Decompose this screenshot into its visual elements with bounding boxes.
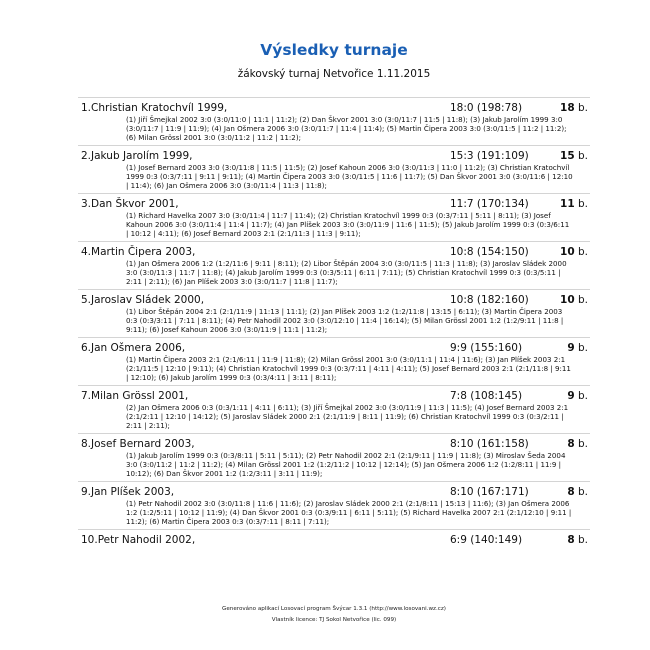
player-points	[567, 486, 588, 498]
match-results: (2) Jan Ošmera 2006 0:3 (0:3/1:11 | 4:11 | 6:11); (3) Jiří Šmejkal 2002 3:0 (3:0/11:9 | 11:3 | 11:5); (4) Josef Bernard 2003 2:1 (2:1/2:11 | 12:10 | 14:12); (5) Jaroslav Sládek 2000 2:1 (2:1/11:9 | 8:11 | 11:9); (6) Christian Kratochvíl 1999 0:3 (0:3/2:11 | 2:11 | 2:11);	[126, 403, 569, 430]
player-name: 8.Josef Bernard 2003,	[81, 438, 195, 450]
player-entry	[78, 193, 590, 241]
player-points	[560, 150, 588, 162]
player-score: 10:8 (154:150)	[450, 246, 529, 258]
player-name: 5.Jaroslav Sládek 2000,	[81, 294, 205, 306]
match-results: (1) Martin Čipera 2003 2:1 (2:1/6:11 | 11:9 | 11:8); (2) Milan Grössl 2001 3:0 (3:0/11:1 | 11:4 | 11:6); (3) Jan Plíšek 2003 2:1 (2:1/11:5 | 12:10 | 9:11); (4) Christian Kratochvíl 1999 0:3 (0:3/7:11 | 4:11 | 4:11); (5) Josef Bernard 2003 2:1 (2:1/11:8 | 9:11 | 12:10); (6) Jakub Jarolím 1999 0:3 (0:3/4:11 | 3:11 | 8:11);	[126, 355, 571, 382]
player-list	[78, 97, 590, 559]
points-value: 8	[567, 438, 575, 450]
player-header-row	[78, 198, 590, 210]
player-name: 2.Jakub Jarolím 1999,	[81, 150, 193, 162]
player-score: 11:7 (170:134)	[450, 198, 529, 210]
player-points	[560, 198, 588, 210]
results-page	[78, 0, 590, 650]
player-name: 6.Jan Ošmera 2006,	[81, 342, 186, 354]
points-value: 8	[567, 486, 575, 498]
match-results: (1) Jiří Šmejkal 2002 3:0 (3:0/11:0 | 11:1 | 11:2); (2) Dan Škvor 2001 3:0 (3:0/11:7 | 11:5 | 11:8); (3) Jakub Jarolím 1999 3:0 (3:0/11:7 | 11:9 | 11:9); (4) Jan Ošmera 2006 3:0 (3:0/11:7 | 11:4 | 11:4); (5) Martin Čipera 2003 3:0 (3:0/11:5 | 11:2 | 11:2); (6) Milan Grössl 2001 3:0 (3:0/11:2 | 11:2 | 11:2);	[126, 115, 567, 142]
points-unit: b.	[577, 342, 588, 354]
points-unit: b.	[577, 198, 588, 210]
points-value: 9	[567, 342, 575, 354]
player-name: 7.Milan Grössl 2001,	[81, 390, 189, 402]
player-entry	[78, 433, 590, 481]
player-score: 15:3 (191:109)	[450, 150, 529, 162]
match-results: (1) Jan Ošmera 2006 1:2 (1:2/11:6 | 9:11 | 8:11); (2) Libor Štěpán 2004 3:0 (3:0/11:5 | 11:3 | 11:8); (3) Jaroslav Sládek 2000 3:0 (3:0/11:3 | 11:7 | 11:8); (4) Jakub Jarolím 1999 0:3 (0:3/5:11 | 6:11 | 7:11); (5) Christian Kratochvíl 1999 0:3 (0:3/5:11 | 2:11 | 2:11); (6) Jan Plíšek 2003 3:0 (3:0/11:7 | 11:8 | 11:7);	[126, 259, 567, 286]
player-score: 10:8 (182:160)	[450, 294, 529, 306]
player-score: 18:0 (198:78)	[450, 102, 523, 114]
points-value: 9	[567, 390, 575, 402]
match-results: (1) Richard Havelka 2007 3:0 (3:0/11:4 | 11:7 | 11:4); (2) Christian Kratochvíl 1999 0:3 (0:3/7:11 | 5:11 | 8:11); (3) Josef Kahoun 2006 3:0 (3:0/11:4 | 11:4 | 11:7); (4) Jan Plíšek 2003 3:0 (3:0/11:9 | 11:6 | 11:5); (5) Jakub Jarolím 1999 0:3 (0:3/6:11 | 10:12 | 4:11); (6) Josef Bernard 2003 2:1 (2:1/11:3 | 11:3 | 9:11);	[126, 211, 570, 238]
points-value: 8	[567, 534, 575, 546]
player-entry	[78, 337, 590, 385]
points-unit: b.	[577, 102, 588, 114]
points-value: 10	[560, 294, 575, 306]
points-unit: b.	[577, 534, 588, 546]
player-name: 9.Jan Plíšek 2003,	[81, 486, 175, 498]
match-results: (1) Petr Nahodil 2002 3:0 (3:0/11:8 | 11:6 | 11:6); (2) Jaroslav Sládek 2000 2:1 (2:1/8:11 | 15:13 | 11:6); (3) Jan Ošmera 2006 1:2 (1:2/5:11 | 10:12 | 11:9); (4) Dan Škvor 2001 0:3 (0:3/9:11 | 6:11 | 5:11); (5) Richard Havelka 2007 2:1 (2:1/12:10 | 9:11 | 11:2); (6) Martin Čipera 2003 0:3 (0:3/7:11 | 8:11 | 7:11);	[126, 499, 572, 526]
player-points	[560, 102, 588, 114]
player-header-row	[78, 438, 590, 450]
points-value: 15	[560, 150, 575, 162]
player-header-row	[78, 390, 590, 402]
points-unit: b.	[577, 390, 588, 402]
player-header-row	[78, 534, 590, 546]
player-points	[567, 342, 588, 354]
player-header-row	[78, 486, 590, 498]
player-name: 4.Martin Čipera 2003,	[81, 246, 196, 258]
player-entry	[78, 97, 590, 145]
player-header-row	[78, 102, 590, 114]
player-points	[567, 390, 588, 402]
player-entry	[78, 385, 590, 433]
player-name: 3.Dan Škvor 2001,	[81, 198, 179, 210]
match-results: (1) Libor Štěpán 2004 2:1 (2:1/11:9 | 11:13 | 11:1); (2) Jan Plíšek 2003 1:2 (1:2/11:8 | 13:15 | 6:11); (3) Martin Čipera 2003 0:3 (0:3/3:11 | 7:11 | 8:11); (4) Petr Nahodil 2002 3:0 (3:0/12:10 | 11:4 | 16:14); (5) Milan Grössl 2001 1:2 (1:2/9:11 | 11:8 | 9:11); (6) Josef Kahoun 2006 3:0 (3:0/11:9 | 11:1 | 11:2);	[126, 307, 564, 334]
match-results: (1) Josef Bernard 2003 3:0 (3:0/11:8 | 11:5 | 11:5); (2) Josef Kahoun 2006 3:0 (3:0/11:3 | 11:0 | 11:2); (3) Christian Kratochvíl 1999 0:3 (0:3/7:11 | 9:11 | 9:11); (4) Martin Čipera 2003 3:0 (3:0/11:5 | 11:6 | 11:7); (5) Dan Škvor 2001 3:0 (3:0/11:6 | 12:10 | 11:4); (6) Jan Ošmera 2006 3:0 (3:0/11:4 | 11:3 | 11:8);	[126, 163, 573, 190]
player-header-row	[78, 294, 590, 306]
player-score: 9:9 (155:160)	[450, 342, 523, 354]
player-entry	[78, 241, 590, 289]
player-score: 8:10 (167:171)	[450, 486, 529, 498]
points-value: 18	[560, 102, 575, 114]
points-unit: b.	[577, 294, 588, 306]
player-header-row	[78, 342, 590, 354]
player-points	[567, 438, 588, 450]
player-entry	[78, 145, 590, 193]
footer-generator-note: Generováno aplikací Losovací program Švýcar 1.3.1 (http://www.losovani.wz.cz)	[222, 606, 446, 612]
player-name: 1.Christian Kratochvíl 1999,	[81, 102, 228, 114]
points-value: 10	[560, 246, 575, 258]
player-entry	[78, 529, 590, 559]
player-header-row	[78, 246, 590, 258]
points-unit: b.	[577, 150, 588, 162]
match-results: (1) Jakub Jarolím 1999 0:3 (0:3/8:11 | 5:11 | 5:11); (2) Petr Nahodil 2002 2:1 (2:1/9:11 | 11:9 | 11:8); (3) Miroslav Šeda 2004 3:0 (3:0/11:2 | 11:2 | 11:2); (4) Milan Grössl 2001 1:2 (1:2/11:2 | 10:12 | 12:14); (5) Jan Ošmera 2006 1:2 (1:2/8:11 | 11:9 | 10:12); (6) Dan Škvor 2001 1:2 (1:2/3:11 | 3:11 | 11:9);	[126, 451, 566, 478]
player-score: 8:10 (161:158)	[450, 438, 529, 450]
points-unit: b.	[577, 486, 588, 498]
points-value: 11	[560, 198, 575, 210]
player-name: 10.Petr Nahodil 2002,	[81, 534, 196, 546]
points-unit: b.	[577, 438, 588, 450]
points-unit: b.	[577, 246, 588, 258]
tournament-subtitle: žákovský turnaj Netvořice 1.11.2015	[237, 68, 431, 80]
player-entry	[78, 289, 590, 337]
player-points	[560, 246, 588, 258]
footer-license-note: Vlastník licence: TJ Sokol Netvořice (lic. 099)	[271, 617, 397, 623]
player-score: 7:8 (108:145)	[450, 390, 523, 402]
player-score: 6:9 (140:149)	[450, 534, 523, 546]
player-points	[560, 294, 588, 306]
player-entry	[78, 481, 590, 529]
player-header-row	[78, 150, 590, 162]
player-points	[567, 534, 588, 546]
page-title: Výsledky turnaje	[260, 41, 408, 59]
